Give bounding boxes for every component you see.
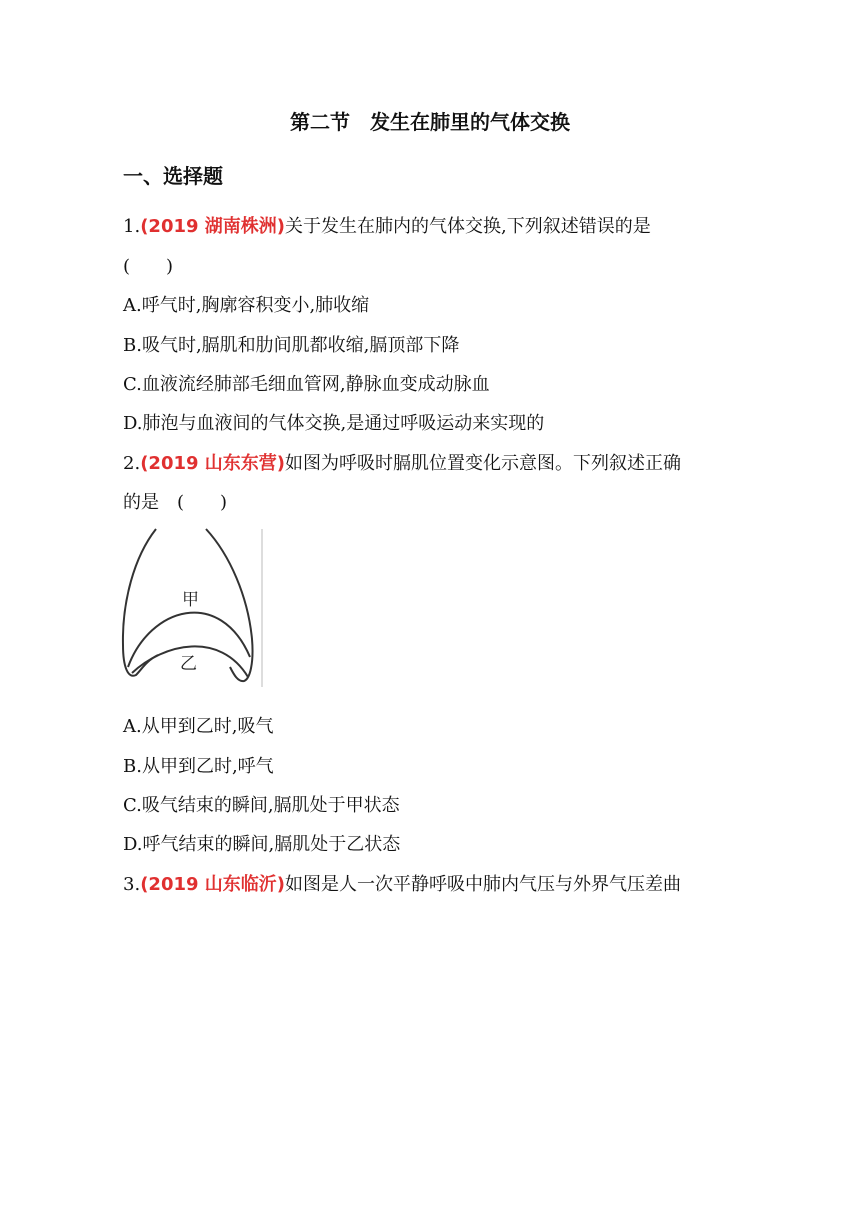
- question-number: 3.: [123, 874, 141, 895]
- option-b: B.吸气时,膈肌和肋间肌都收缩,膈顶部下降: [123, 335, 460, 356]
- question-number: 2.: [123, 453, 141, 474]
- question-text: 如图为呼吸时膈肌位置变化示意图。下列叙述正确: [285, 453, 682, 474]
- option-d: D.呼气结束的瞬间,膈肌处于乙状态: [123, 834, 401, 855]
- thorax-outline-right: [206, 529, 253, 681]
- question-text: 关于发生在肺内的气体交换,下列叙述错误的是: [285, 216, 651, 237]
- option-d: D.肺泡与血液间的气体交换,是通过呼吸运动来实现的: [123, 413, 545, 434]
- label-jia: 甲: [182, 590, 199, 610]
- section-heading: 一、选择题: [123, 164, 223, 188]
- option-a: A.呼气时,胸廓容积变小,肺收缩: [123, 295, 370, 316]
- page-title: 第二节 发生在肺里的气体交换: [290, 110, 570, 134]
- question-2-stem-continued: 的是 ( ): [123, 492, 228, 513]
- question-2-stem: [123, 451, 681, 477]
- option-c: C.血液流经肺部毛细血管网,静脉血变成动脉血: [123, 374, 490, 395]
- option-b: B.从甲到乙时,呼气: [123, 756, 274, 777]
- label-yi: 乙: [180, 654, 197, 674]
- question-1-stem: [123, 214, 651, 240]
- option-c: C.吸气结束的瞬间,膈肌处于甲状态: [123, 795, 400, 816]
- question-3-stem: [123, 872, 681, 898]
- question-number: 1.: [123, 216, 141, 237]
- diaphragm-diagram: [120, 527, 268, 689]
- answer-blank: ( ): [123, 256, 174, 277]
- question-text: 如图是人一次平静呼吸中肺内气压与外界气压差曲: [285, 874, 682, 895]
- question-source: (2019 山东临沂): [140, 874, 286, 895]
- thorax-outline: [123, 529, 158, 676]
- question-source: (2019 山东东营): [140, 453, 286, 474]
- option-a: A.从甲到乙时,吸气: [123, 716, 274, 737]
- question-source: (2019 湖南株洲): [140, 216, 286, 237]
